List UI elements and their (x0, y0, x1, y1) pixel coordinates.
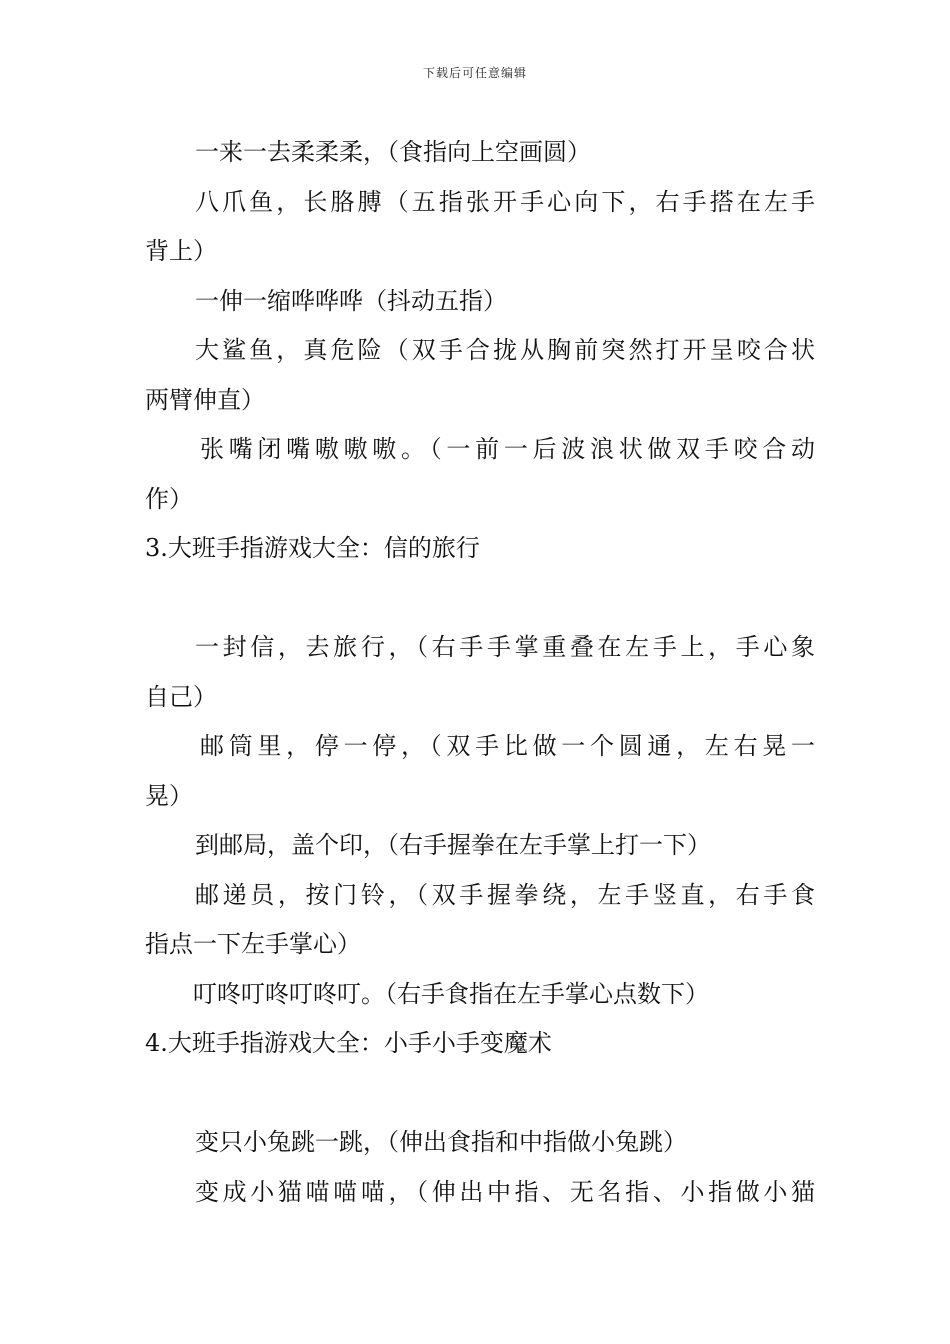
paragraph-line: 背上） (145, 237, 217, 265)
paragraph-line: 张嘴闭嘴嗷嗷嗷。（一前一后波浪状做双手咬合动 (200, 435, 815, 463)
paragraph-line: 变只小兔跳一跳，（伸出食指和中指做小兔跳） (195, 1128, 687, 1156)
blank-line (145, 574, 815, 624)
paragraph-line: 自己） (145, 682, 217, 711)
blank-line (145, 1069, 815, 1119)
paragraph-line: 作） (145, 484, 193, 513)
paragraph-line: 指点一下左手掌心） (145, 930, 361, 958)
paragraph-line: 邮筒里，停一停，（双手比做一个圆通，左右晃一 (200, 732, 815, 760)
paragraph-line: 大鲨鱼，真危险（双手合拢从胸前突然打开呈咬合状 (195, 336, 815, 364)
paragraph-line: 叮咚叮咚叮咚叮。（右手食指在左手掌心点数下） (193, 979, 709, 1008)
section-heading: 4.大班手指游戏大全：小手小手变魔术 (145, 1029, 552, 1057)
document-body (145, 128, 815, 1217)
paragraph-line: 两臂伸直） (145, 385, 265, 414)
paragraph-line: 一来一去柔柔柔，（食指向上空画圆） (195, 138, 591, 166)
paragraph-line: 八爪鱼，长胳膊（五指张开手心向下，右手搭在左手 (195, 187, 815, 216)
paragraph-line: 一伸一缩哗哗哗（抖动五指） (195, 286, 507, 315)
paragraph-line: 晃） (145, 781, 193, 810)
paragraph-line: 到邮局，盖个印，（右手握拳在左手掌上打一下） (195, 831, 711, 859)
paragraph-line: 一封信，去旅行，（右手手掌重叠在左手上，手心象 (195, 633, 815, 661)
section-heading: 3.大班手指游戏大全：信的旅行 (145, 534, 480, 562)
paragraph-line: 变成小猫喵喵喵，（伸出中指、无名指、小指做小猫 (195, 1177, 815, 1206)
page-header: 下载后可任意编辑 (422, 66, 527, 80)
paragraph-line: 邮递员，按门铃，（双手握拳绕，左手竖直，右手食 (195, 880, 815, 909)
